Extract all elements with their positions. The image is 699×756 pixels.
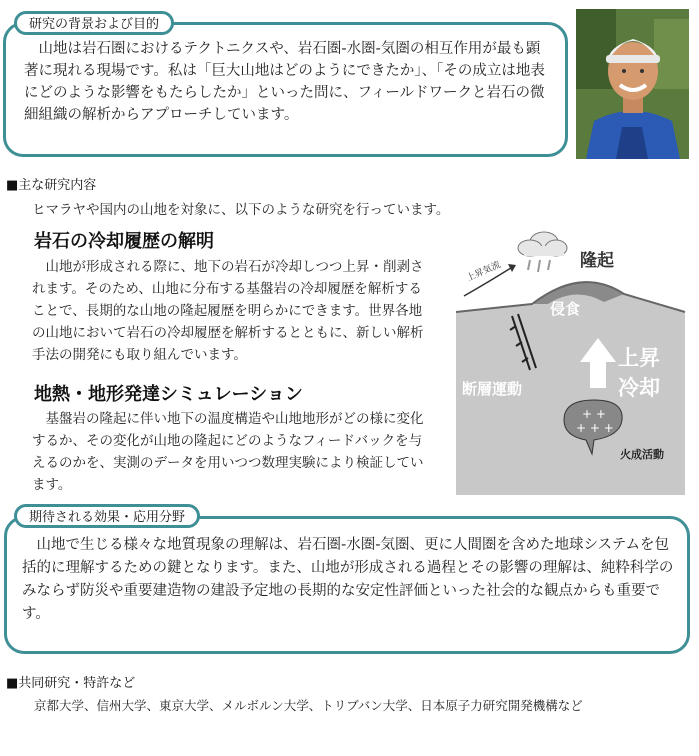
effects-text: 山地で生じる様々な地質現象の理解は、岩石圏-水圏-気圏、更に人間圏を含めた地球システムを包括的に理解するための鍵となります。また、山地が形成される過程とその影響の理解は、純粋科学のみならず防災や重要建造物の建設予定地の長期的な安定性評価といった社会的な観点からも重要です。 [22, 537, 674, 622]
main-research-heading: ■主な研究内容 [6, 178, 97, 193]
label-updraft: 上昇気流 [465, 260, 503, 284]
svg-text:+ +: + + [582, 407, 606, 421]
topic-2-text: 基盤岩の隆起に伴い地下の温度構造や山地地形がどの様に変化するか、その変化が山地の隆起にどのようなフィードバックを与えるのかを、実測のデータを用いつつ数理実験により検証しています。 [32, 411, 424, 493]
topic-1-text: 山地が形成される際に、地下の岩石が冷却しつつ上昇・削剥されます。そのため、山地に分布する基盤岩の冷却履歴を解析することで、長期的な山地の隆起履歴を明らかにできます。世界各地の山地において岩石の冷却履歴を解析するとともに、新しい解析手法の開発にも取り組んでいます。 [32, 259, 424, 363]
collaboration-heading: ■共同研究・特許など [6, 676, 136, 691]
label-fault: 断層運動 [462, 380, 523, 398]
cloud-icon [518, 232, 567, 272]
label-rise: 上昇 [618, 346, 660, 370]
uplift-diagram [452, 220, 689, 495]
svg-text:+ + +: + + + [576, 421, 614, 435]
main-research-intro: ヒマラヤや国内の山地を対象に、以下のような研究を行っています。 [32, 202, 450, 218]
label-uplift: 隆起 [580, 251, 614, 271]
background-text: 山地は岩石圏におけるテクトニクスや、岩石圏-水圏-気圏の相互作用が最も顕著に現れる現場です。私は「巨大山地はどのようにできたか」、「その成立は地表にどのような影響をもたらしたか」といった問に、フィールドワークと岩石の微細組織の解析からアプローチしています。 [24, 41, 545, 123]
label-erosion: 侵食 [550, 300, 581, 318]
label-cooling: 冷却 [618, 376, 660, 400]
topic-1-title: 岩石の冷却履歴の解明 [34, 231, 214, 252]
effects-tag: 期待される効果・応用分野 [14, 504, 200, 528]
label-igneous: 火成活動 [620, 448, 664, 461]
collaboration-text: 京都大学、信州大学、東京大学、メルボルン大学、トリブバン大学、日本原子力研究開発機構など [34, 698, 583, 713]
background-tag: 研究の背景および目的 [14, 11, 174, 35]
topic-2-title: 地熱・地形発達シミュレーション [34, 384, 303, 405]
researcher-photo [576, 9, 689, 159]
